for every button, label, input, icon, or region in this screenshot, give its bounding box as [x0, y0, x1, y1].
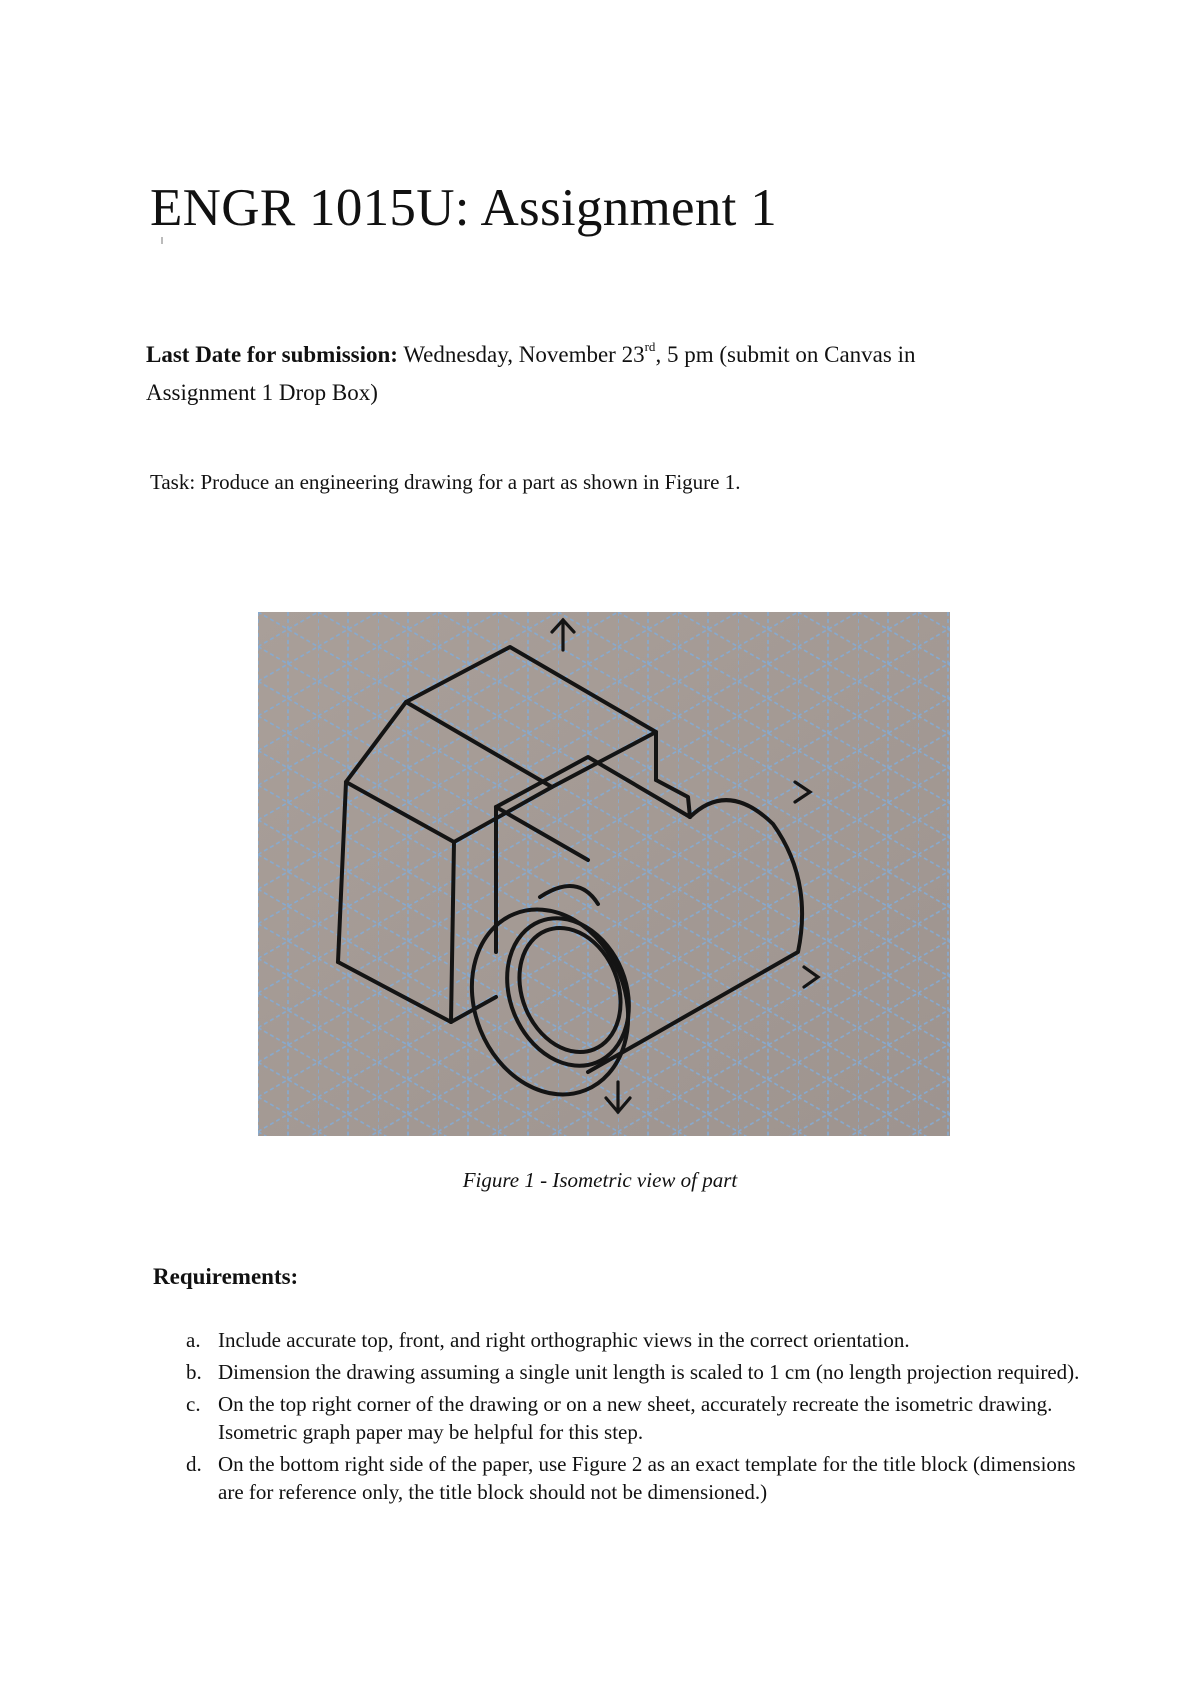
submission-label: Last Date for submission:: [146, 342, 398, 367]
list-marker: a.: [186, 1328, 201, 1352]
requirement-item: [186, 1450, 1086, 1506]
figure-1-image: [258, 612, 950, 1136]
requirement-text: Include accurate top, front, and right orthographic views in the correct orientation.: [218, 1328, 910, 1352]
list-marker: d.: [186, 1452, 202, 1476]
submission-date: Wednesday, November 23: [403, 342, 645, 367]
figure-caption: Figure 1 - Isometric view of part: [462, 1168, 738, 1192]
task-statement: Task: Produce an engineering drawing for a part as shown in Figure 1.: [150, 470, 741, 494]
list-marker: b.: [186, 1360, 202, 1384]
requirement-item: [186, 1390, 1086, 1446]
requirement-text: On the bottom right side of the paper, use Figure 2 as an exact template for the title block (dimensions are for reference only, the title block should not be dimensioned.): [218, 1452, 1076, 1504]
requirements-list: [186, 1326, 1086, 1510]
requirement-text: On the top right corner of the drawing or on a new sheet, accurately recreate the isometric drawing. Isometric graph paper may be helpful for this step.: [218, 1392, 1053, 1444]
requirements-heading: Requirements:: [153, 1264, 299, 1289]
isometric-drawing: [258, 612, 950, 1136]
submission-details: , 5 pm (submit on Canvas in Assignment 1 Drop Box): [146, 342, 916, 405]
stray-mark: [161, 237, 163, 244]
requirement-item: [186, 1358, 1086, 1386]
submission-date-suffix: rd: [644, 339, 656, 355]
submission-deadline: [146, 336, 1026, 412]
page-title: ENGR 1015U: Assignment 1: [150, 179, 778, 237]
list-marker: c.: [186, 1392, 201, 1416]
requirement-text: Dimension the drawing assuming a single unit length is scaled to 1 cm (no length projection required).: [218, 1360, 1080, 1384]
requirement-item: [186, 1326, 1086, 1354]
